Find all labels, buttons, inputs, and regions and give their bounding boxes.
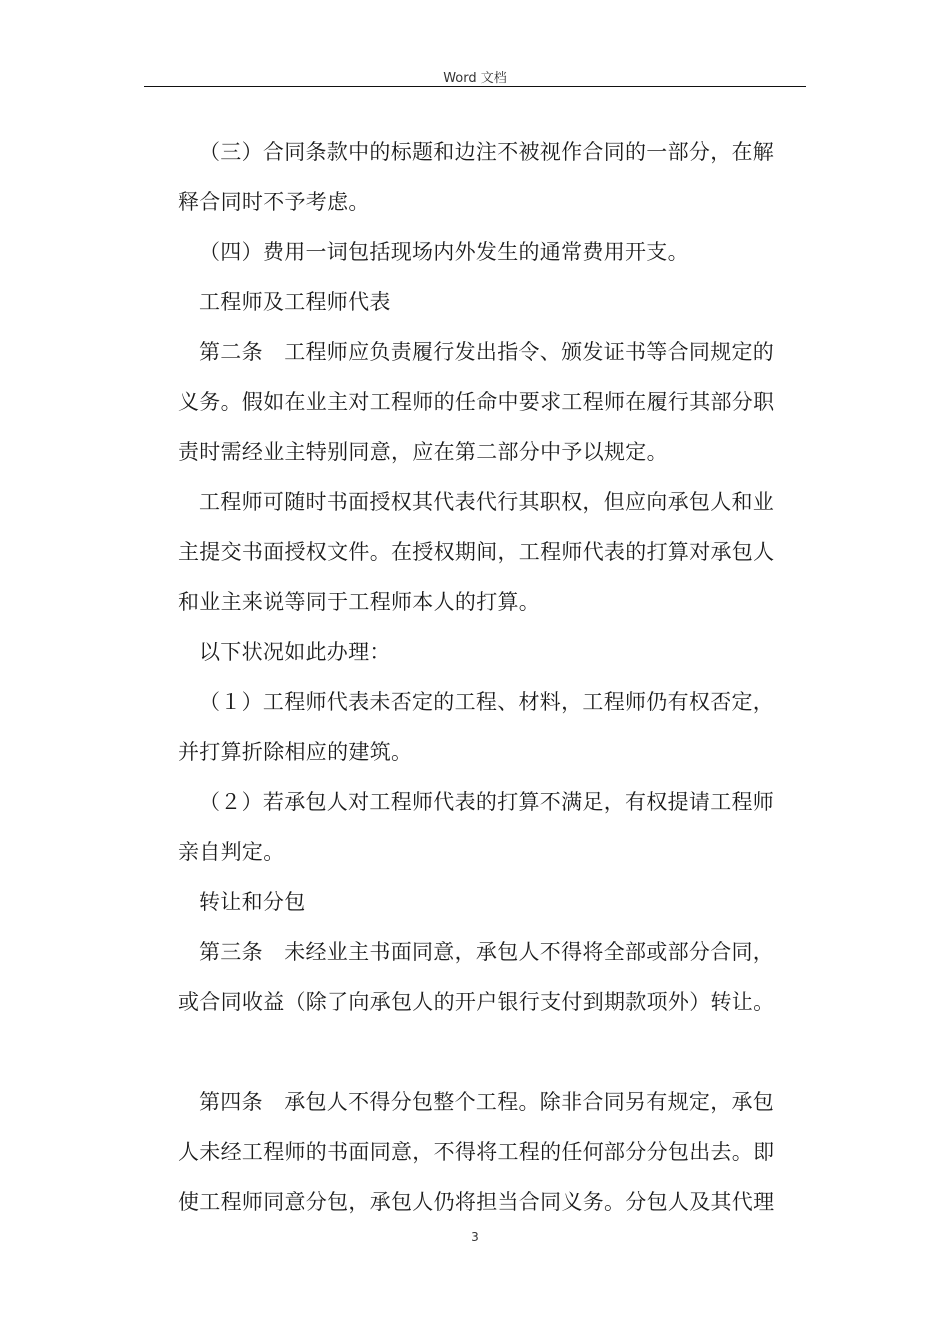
paragraph-line: 第三条 未经业主书面同意，承包人不得将全部或部分合同，: [199, 940, 775, 964]
paragraph-line: （四）费用一词包括现场内外发生的通常费用开支。: [199, 240, 689, 264]
paragraph-line: 释合同时不予考虑。: [178, 190, 370, 214]
paragraph-line: 责时需经业主特别同意，应在第二部分中予以规定。: [178, 440, 668, 464]
paragraph-line: 和业主来说等同于工程师本人的打算。: [178, 590, 541, 614]
document-body: [178, 127, 803, 1227]
header-divider: [144, 86, 806, 87]
paragraph-line: （１）工程师代表未否定的工程、材料，工程师仍有权否定，: [199, 690, 775, 714]
paragraph-line: 以下状况如此办理：: [199, 640, 391, 664]
paragraph-line: 主提交书面授权文件。在授权期间，工程师代表的打算对承包人: [178, 540, 775, 564]
page-number: 3: [471, 1230, 479, 1244]
paragraph-line: 工程师可随时书面授权其代表代行其职权，但应向承包人和业: [199, 490, 775, 514]
paragraph-line: 第四条 承包人不得分包整个工程。除非合同另有规定，承包: [199, 1090, 775, 1114]
paragraph-line: （三）合同条款中的标题和边注不被视作合同的一部分，在解: [199, 140, 775, 164]
paragraph-line: 或合同收益（除了向承包人的开户银行支付到期款项外）转让。: [178, 990, 775, 1014]
paragraph-line: 并打算折除相应的建筑。: [178, 740, 413, 764]
section-heading: 转让和分包: [199, 890, 306, 914]
paragraph-line: 使工程师同意分包，承包人仍将担当合同义务。分包人及其代理: [178, 1190, 775, 1214]
page-header-title: Word 文档: [443, 71, 507, 86]
paragraph-line: 义务。假如在业主对工程师的任命中要求工程师在履行其部分职: [178, 390, 775, 414]
blank-line: [178, 1027, 803, 1077]
paragraph-line: 第二条 工程师应负责履行发出指令、颁发证书等合同规定的: [199, 340, 775, 364]
paragraph-line: 亲自判定。: [178, 840, 285, 864]
paragraph-line: 人未经工程师的书面同意，不得将工程的任何部分分包出去。即: [178, 1140, 775, 1164]
paragraph-line: （２）若承包人对工程师代表的打算不满足，有权提请工程师: [199, 790, 775, 814]
section-heading: 工程师及工程师代表: [199, 290, 391, 314]
